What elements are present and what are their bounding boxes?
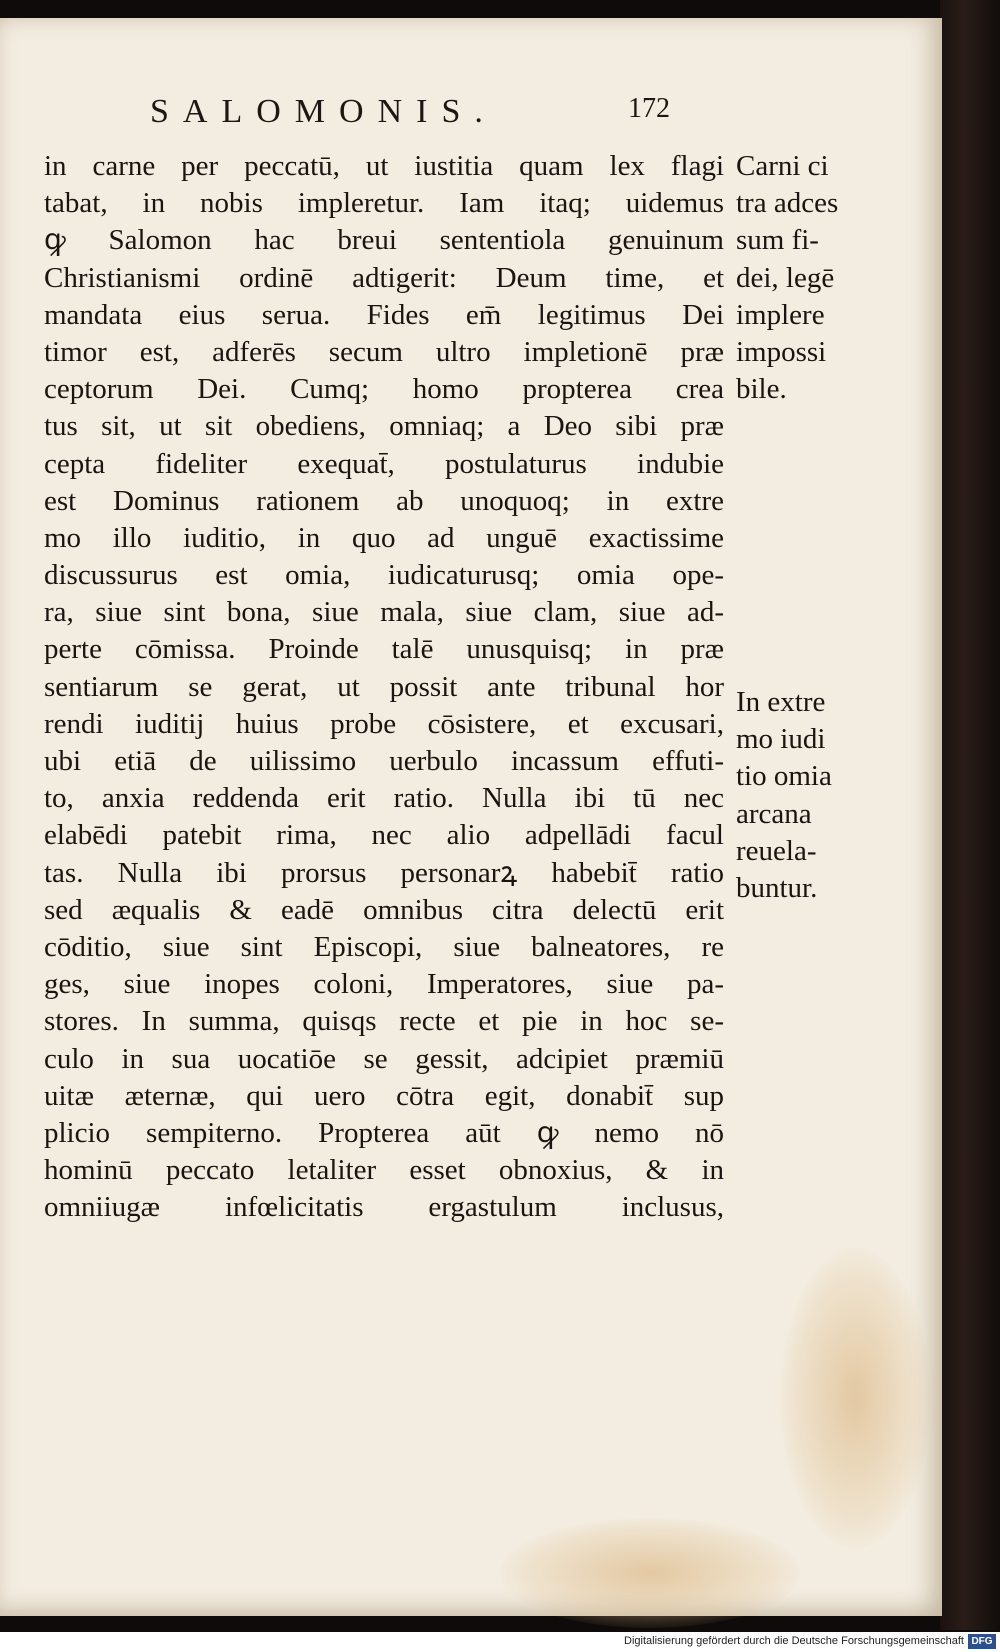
text-line: tabat, in nobis impleretur. Iam itaq; uidemus [44, 187, 724, 220]
text-line: elabēdi patebit rima, nec alio adpellādi facul [44, 819, 724, 852]
text-line: plicio sempiterno. Propterea aūt ꝙ nemo nō [44, 1116, 724, 1149]
text-line: cōditio, siue sint Episcopi, siue balneatores, re [44, 930, 724, 963]
page-number: 172 [628, 93, 670, 124]
water-stain [780, 1248, 930, 1548]
text-line: ges, siue inopes coloni, Imperatores, siue pa- [44, 968, 724, 1001]
marginal-note-judgment [736, 684, 916, 907]
text-line: cepta fideliter exequat̄, postulaturus indubie [44, 447, 724, 480]
marginal-line: Carni ci [736, 150, 829, 182]
text-line: ra, siue sint bona, siue mala, siue clam, siue ad- [44, 596, 724, 629]
text-line: stores. In summa, quisqs recte et pie in hoc se- [44, 1005, 724, 1038]
text-line: tas. Nulla ibi prorsus personarꝝ habebit̄ ratio [44, 856, 724, 889]
text-line: to, anxia reddenda erit ratio. Nulla ibi tū nec [44, 782, 724, 815]
main-text-block [44, 148, 724, 1226]
text-line: ꝙ Salomon hac breui sententiola genuinum [44, 224, 724, 257]
text-line: Christianismi ordinē adtigerit: Deum time, et [44, 261, 724, 294]
text-line: ubi etiā de uilissimo uerbulo incassum effuti- [44, 745, 724, 777]
page-header [150, 85, 670, 145]
marginal-line: tio omia [736, 760, 832, 793]
marginal-line: impossi [736, 335, 827, 368]
marginal-line: In extre [736, 686, 826, 718]
marginal-line: mo iudi [736, 723, 826, 756]
text-line: uitæ æternæ, qui uero cōtra egit, donabit̄ sup [44, 1079, 724, 1112]
marginal-line: implere [736, 298, 825, 331]
funding-credit: Digitalisierung gefördert durch die Deutsche Forschungsgemeinschaft [624, 1635, 964, 1647]
text-line: timor est, adferēs secum ultro impletionē præ [44, 335, 724, 368]
book-edge [940, 0, 1000, 1630]
marginal-line: sum fi- [736, 224, 819, 257]
footer-bar [0, 1632, 1000, 1652]
text-line: in carne per peccatū, ut iustitia quam lex flagi [44, 150, 724, 182]
text-line: mo illo iuditio, in quo ad unguē exactissime [44, 521, 724, 554]
marginal-line: dei, legē [736, 261, 835, 294]
text-line: est Dominus rationem ab unoquoq; in extre [44, 484, 724, 517]
marginal-line: tra adces [736, 187, 839, 220]
water-stain [500, 1518, 800, 1628]
text-line: perte cōmissa. Proinde talē unusquisq; in præ [44, 633, 724, 666]
text-line: sed æqualis & eadē omnibus citra delectū erit [44, 893, 724, 926]
text-line: ceptorum Dei. Cumq; homo propterea crea [44, 373, 724, 406]
marginal-note-faith [736, 148, 916, 408]
text-line: discussurus est omia, iudicaturusq; omia ope- [44, 559, 724, 592]
dfg-logo: DFG [968, 1634, 996, 1649]
text-line: hominū peccato letaliter esset obnoxius, & in [44, 1154, 724, 1187]
text-line: rendi iuditij huius probe cōsistere, et excusari, [44, 707, 724, 740]
text-line: sentiarum se gerat, ut possit ante tribunal hor [44, 670, 724, 703]
marginal-line: reuela- [736, 834, 817, 867]
text-line: tus sit, ut sit obediens, omniaq; a Deo sibi præ [44, 410, 724, 443]
marginal-line: arcana [736, 797, 812, 830]
marginal-line: bile. [736, 373, 787, 406]
text-line: culo in sua uocatiōe se gessit, adcipiet præmiū [44, 1042, 724, 1075]
running-title: SALOMONIS. [150, 93, 497, 130]
text-line: mandata eius serua. Fides em̄ legitimus Dei [44, 298, 724, 331]
text-line: omniiugæ infœlicitatis ergastulum inclusus, [44, 1191, 724, 1224]
marginal-line: buntur. [736, 871, 818, 904]
